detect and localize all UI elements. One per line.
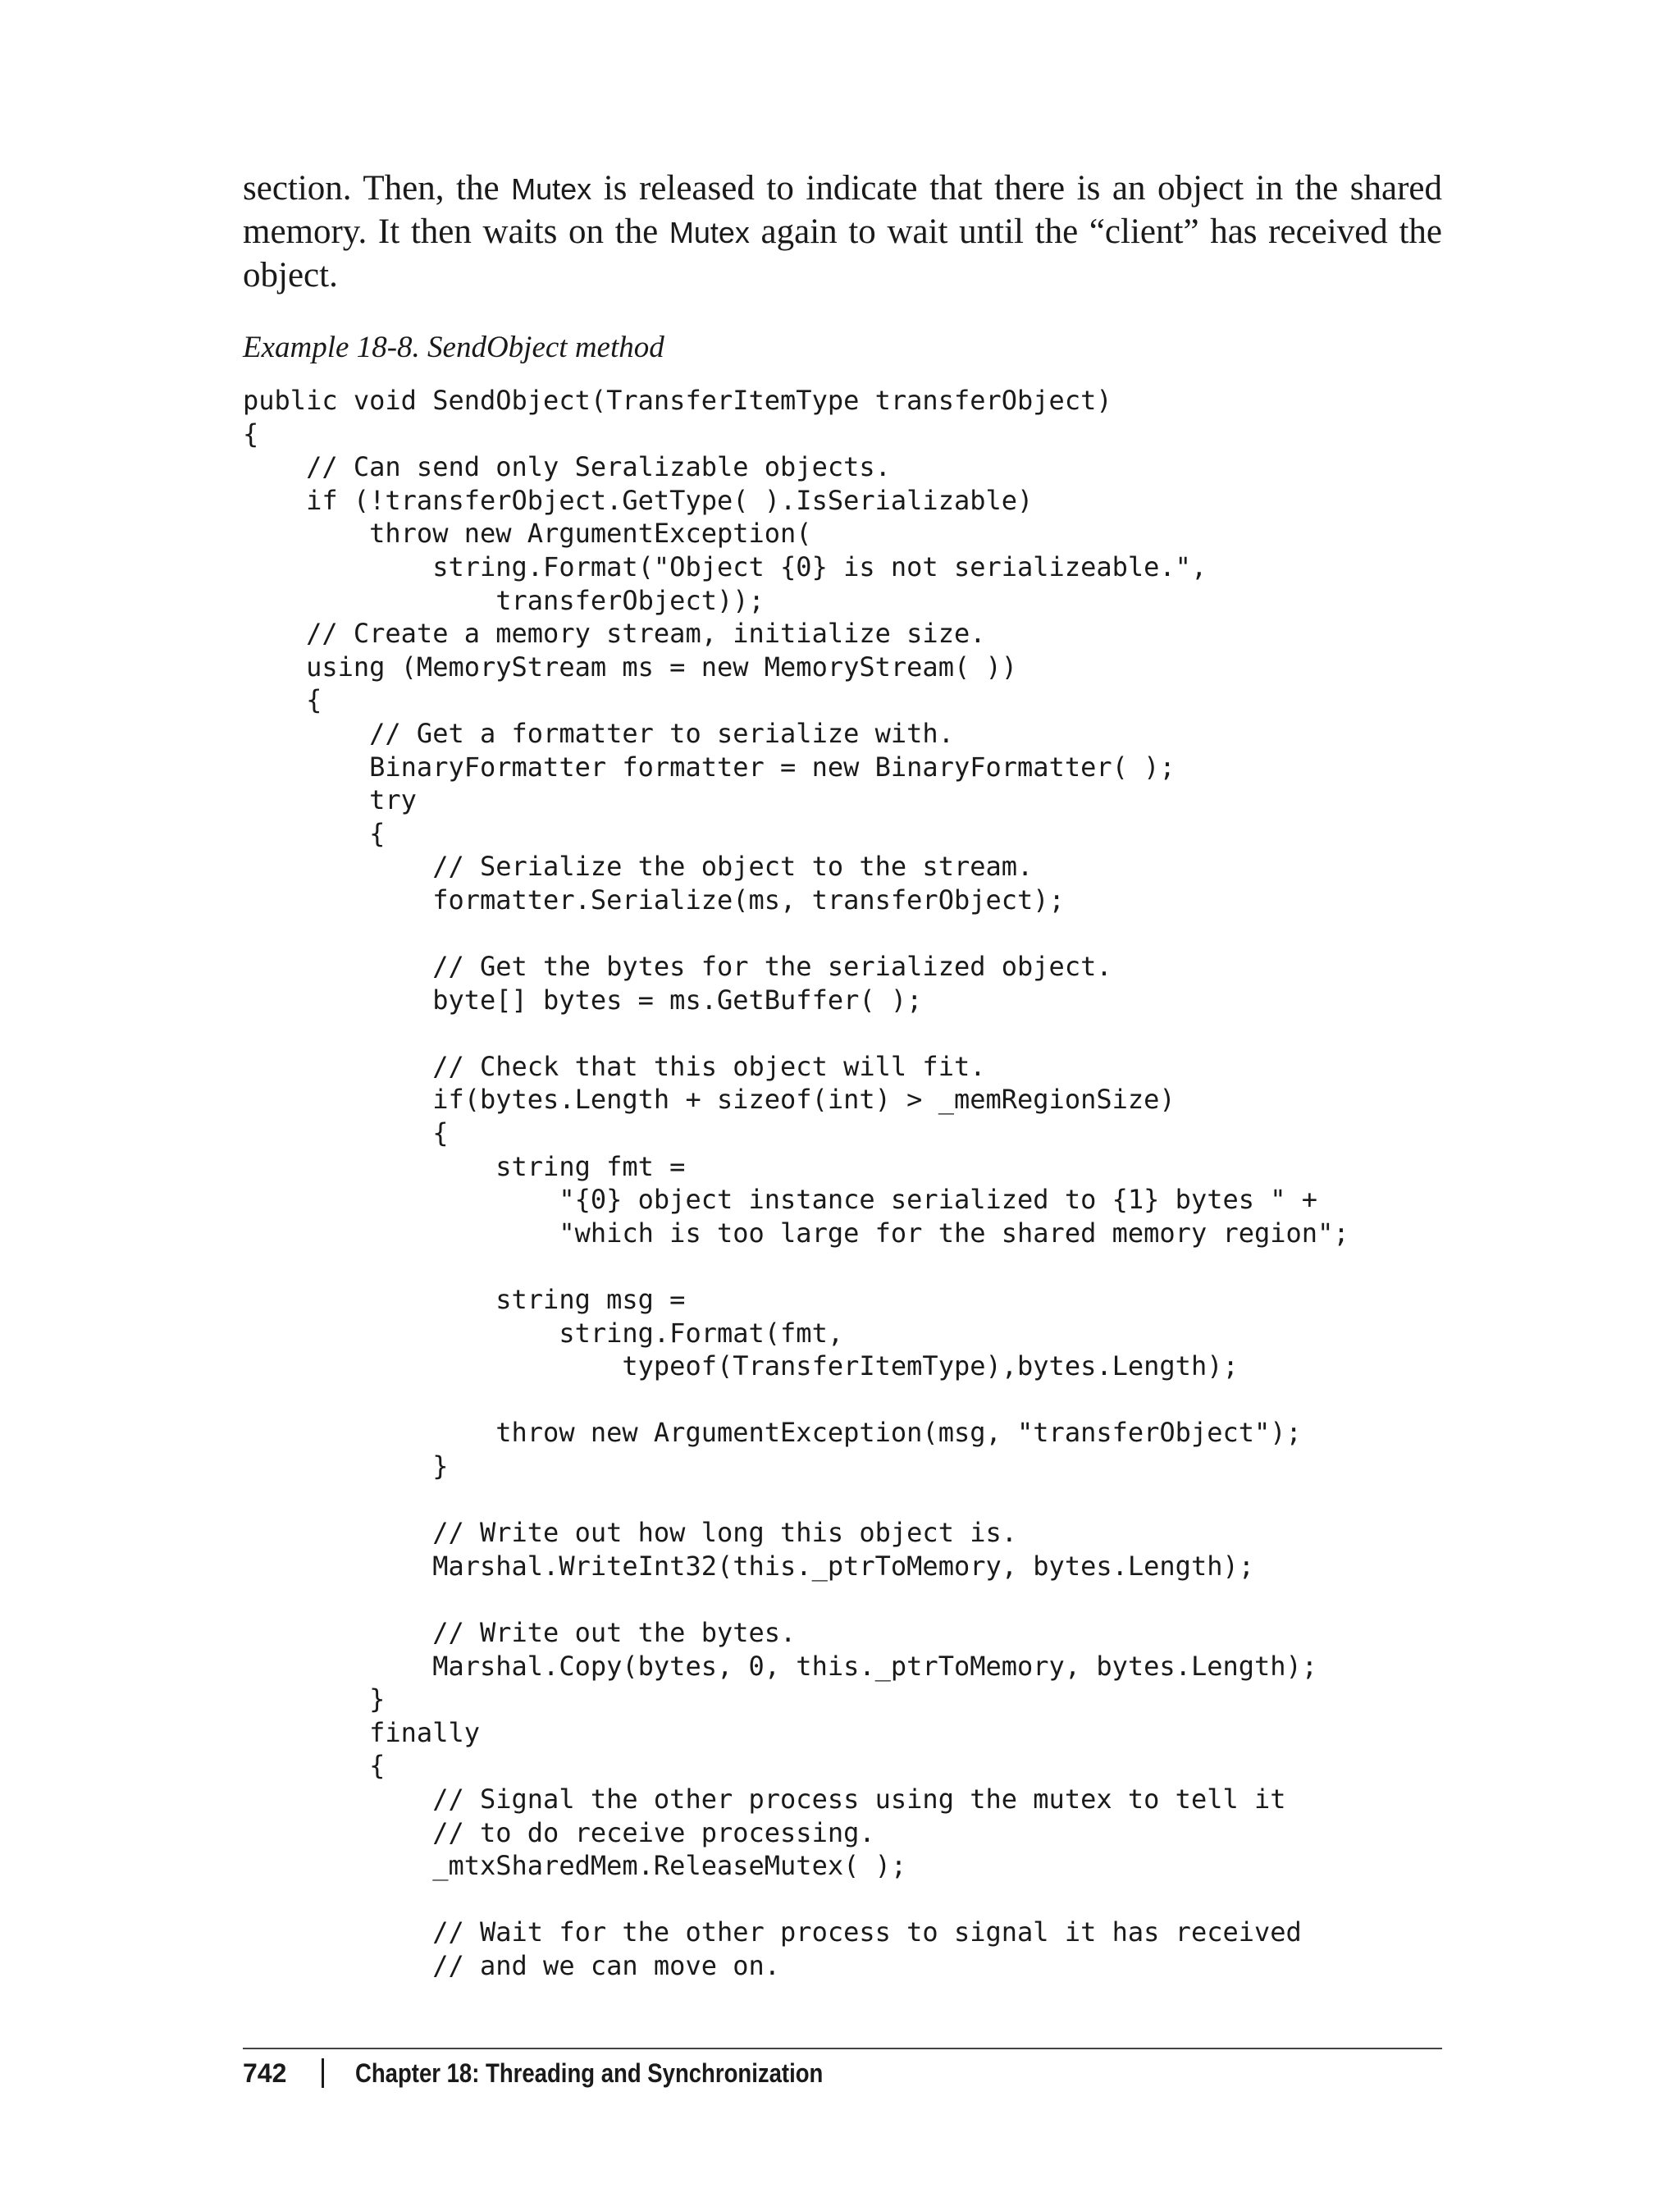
code-line: } [243, 1450, 449, 1482]
code-line: using (MemoryStream ms = new MemoryStream( )) [243, 651, 1018, 683]
code-line: // Create a memory stream, initialize size. [243, 618, 986, 650]
code-line: if (!transferObject.GetType( ).IsSerializable) [243, 484, 1034, 516]
intro-paragraph [243, 167, 1442, 297]
code-line [243, 1249, 1349, 1283]
code-line [243, 1383, 1349, 1417]
intro-text-1: section. Then, the [243, 169, 512, 208]
footer-divider [243, 2048, 1442, 2049]
code-line: { [243, 684, 322, 716]
footer-separator [322, 2058, 324, 2088]
code-line: Marshal.WriteInt32(this._ptrToMemory, bytes.Length); [243, 1550, 1254, 1582]
code-line: string.Format("Object {0} is not serializeable.", [243, 550, 1208, 582]
code-line: throw new ArgumentException( [243, 518, 812, 550]
code-line [243, 1016, 1349, 1050]
code-line: string fmt = [243, 1150, 686, 1182]
code-line: finally [243, 1716, 480, 1748]
code-line: Marshal.Copy(bytes, 0, this._ptrToMemory, bytes.Length); [243, 1650, 1318, 1682]
code-line: { [243, 1117, 449, 1149]
inline-code-mutex: Mutex [511, 172, 592, 206]
code-line: formatter.Serialize(ms, transferObject); [243, 884, 1065, 916]
code-line: // Signal the other process using the mutex to tell it [243, 1783, 1286, 1815]
code-line: _mtxSharedMem.ReleaseMutex( ); [243, 1850, 907, 1882]
example-caption: Example 18-8. SendObject method [243, 331, 664, 364]
code-line [243, 1483, 1349, 1517]
code-line: try [243, 784, 417, 816]
code-line: byte[] bytes = ms.GetBuffer( ); [243, 984, 923, 1016]
code-line: } [243, 1683, 386, 1715]
code-line: // Write out how long this object is. [243, 1517, 1018, 1549]
code-listing [243, 384, 1349, 1983]
code-line: throw new ArgumentException(msg, "transferObject"); [243, 1417, 1302, 1449]
code-line: // Get a formatter to serialize with. [243, 717, 954, 749]
code-line: { [243, 1750, 386, 1782]
code-line: // Can send only Seralizable objects. [243, 451, 891, 483]
code-line: "which is too large for the shared memory region"; [243, 1217, 1349, 1249]
code-line: transferObject)); [243, 584, 765, 616]
intro-text-2: is released to indicate that there is an object in the shared memory. It then waits on the [243, 169, 1443, 251]
code-line: { [243, 418, 259, 450]
code-line: string msg = [243, 1284, 686, 1316]
code-line: { [243, 817, 386, 849]
code-line: // Check that this object will fit. [243, 1050, 986, 1082]
page-number: 742 [243, 2058, 287, 2088]
code-line: // and we can move on. [243, 1949, 781, 1981]
code-line [243, 1883, 1349, 1916]
code-line: // Get the bytes for the serialized object. [243, 951, 1112, 983]
code-line: typeof(TransferItemType),bytes.Length); [243, 1350, 1239, 1382]
code-line [243, 1583, 1349, 1616]
code-line: BinaryFormatter formatter = new BinaryFormatter( ); [243, 751, 1176, 783]
intro-text-3: again to wait until the “client” has received the object. [243, 212, 1442, 295]
chapter-title: Chapter 18: Threading and Synchronization [355, 2058, 824, 2088]
code-line: // Write out the bytes. [243, 1616, 797, 1648]
code-line: // to do receive processing. [243, 1816, 875, 1848]
code-line: string.Format(fmt, [243, 1317, 844, 1349]
page-footer [243, 2054, 899, 2092]
code-line: if(bytes.Length + sizeof(int) > _memRegionSize) [243, 1084, 1176, 1116]
code-line: // Wait for the other process to signal it has received [243, 1916, 1302, 1948]
code-line [243, 917, 1349, 951]
inline-code-mutex-2: Mutex [669, 216, 750, 249]
code-line: "{0} object instance serialized to {1} bytes " + [243, 1184, 1318, 1216]
code-line: public void SendObject(TransferItemType transferObject) [243, 385, 1112, 416]
code-line: // Serialize the object to the stream. [243, 851, 1034, 883]
